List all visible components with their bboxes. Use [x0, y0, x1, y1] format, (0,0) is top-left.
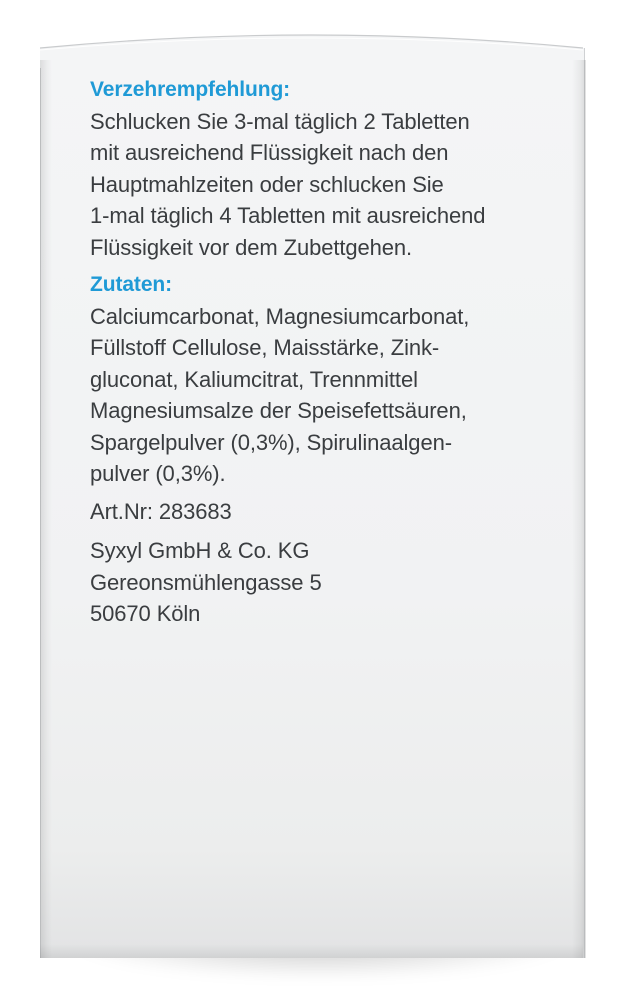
usage-heading: Verzehrempfehlung:: [90, 78, 291, 101]
package-left-edge: [40, 60, 52, 958]
package-right-edge: [572, 60, 586, 958]
usage-line: Schlucken Sie 3-mal täglich 2 Tabletten: [90, 108, 470, 134]
usage-line: Hauptmahlzeiten oder schlucken Sie: [90, 171, 444, 197]
company-address: [90, 535, 560, 630]
ingredients-line: gluconat, Kaliumcitrat, Trennmittel: [90, 366, 418, 392]
package-bottom-edge: [40, 944, 583, 958]
usage-line: 1-mal täglich 4 Tabletten mit ausreichend: [90, 203, 486, 228]
ingredients-section: [90, 269, 560, 490]
company-city: 50670 Köln: [90, 601, 201, 626]
ingredients-line: Calciumcarbonat, Magnesiumcarbonat,: [90, 303, 470, 329]
company-street: Gereonsmühlengasse 5: [90, 569, 322, 595]
company-name: Syxyl GmbH & Co. KG: [90, 538, 310, 563]
article-number: Art.Nr: 283683: [90, 498, 232, 524]
ingredients-line: pulver (0,3%).: [90, 461, 226, 486]
ingredients-line: Spargelpulver (0,3%), Spirulinaalgen-: [90, 429, 452, 455]
ingredients-heading: Zutaten:: [90, 273, 173, 296]
ingredients-line: Magnesiumsalze der Speisefettsäuren,: [90, 398, 467, 423]
label-text-block: [90, 74, 560, 630]
ingredients-line: Füllstoff Cellulose, Maisstärke, Zink-: [90, 335, 440, 360]
usage-section: [90, 74, 560, 263]
usage-line: Flüssigkeit vor dem Zubettgehen.: [90, 234, 413, 260]
usage-line: mit ausreichend Flüssigkeit nach den: [90, 140, 449, 165]
